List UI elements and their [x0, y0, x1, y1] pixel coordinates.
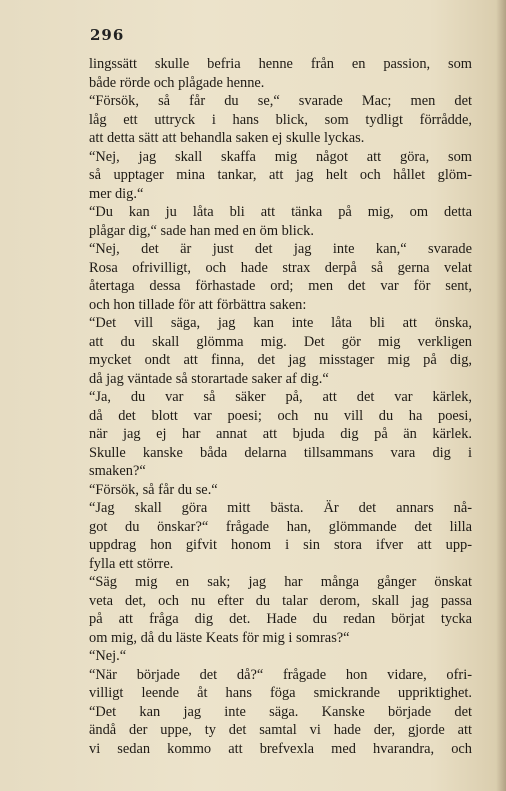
text-line: ändå der uppe, ty det samtal vi hade der, gjorde att	[89, 722, 472, 738]
text-line: “Försök, så får du se.“	[89, 481, 218, 498]
text-line: låg ett uttryck i hans blick, som tydligt förrådde,	[89, 111, 472, 128]
text-line: veta det, och nu efter du talar derom, skall jag passa	[89, 592, 472, 609]
body-text	[89, 55, 472, 758]
text-line: “Nej, jag skall skaffa mig något att göra, som	[89, 148, 472, 165]
text-line: och hon tillade för att förbättra saken:	[89, 296, 307, 313]
text-line: både rörde och plågade henne.	[89, 74, 265, 91]
text-line: “Nej.“	[89, 648, 127, 664]
page-number: 296	[90, 26, 125, 44]
text-line: på att fråga dig det. Hade du redan börjat tycka	[89, 611, 472, 627]
text-line: så upptager mina tankar, att jag helt och hållet glöm-	[89, 167, 472, 183]
text-line: om mig, då du läste Keats för mig i somras?“	[89, 629, 350, 646]
text-line: “Det vill säga, jag kan inte låta bli att önska,	[89, 315, 472, 331]
text-line: villigt leende åt hans föga smickrande uppriktighet.	[89, 685, 472, 701]
text-line: uppdrag hon gifvit honom i sin stora ifver att upp-	[89, 537, 472, 553]
text-line: “När började det då?“ frågade hon vidare, ofri-	[89, 666, 472, 683]
text-line: fylla ett större.	[89, 555, 174, 572]
text-line: “Säg mig en sak; jag har många gånger önskat	[89, 574, 472, 590]
text-line: plågar dig,“ sade han med en öm blick.	[89, 222, 314, 239]
text-line: “Försök, så får du se,“ svarade Mac; men det	[89, 93, 472, 109]
text-line: då jag väntade så storartade saker af dig.“	[89, 370, 329, 387]
text-line: “Du kan ju låta bli att tänka på mig, om detta	[89, 204, 472, 220]
text-line: då det blott var poesi; och nu vill du ha poesi,	[89, 407, 472, 424]
text-line: Skulle kanske båda delarna tillsammans vara dig i	[89, 444, 472, 461]
text-line: smaken?“	[89, 463, 146, 479]
page-edge-shadow	[496, 0, 506, 791]
text-line: mycket ondt att finna, det jag misstager mig på dig,	[89, 352, 472, 368]
text-line: “Nej, det är just det jag inte kan,“ svarade	[89, 241, 472, 257]
text-line: när jag ej har annat att bjuda dig på än kärlek.	[89, 426, 472, 442]
text-line: “Jag skall göra mitt bästa. Är det annars nå-	[89, 500, 472, 516]
text-line: att detta sätt att behandla saken ej skulle lyckas.	[89, 130, 365, 146]
text-line: Rosa ofrivilligt, och hade strax derpå så gerna velat	[89, 259, 472, 276]
text-line: “Ja, du var så säker på, att det var kärlek,	[89, 389, 472, 405]
text-line: mer dig.“	[89, 185, 144, 202]
text-line: vi sedan kommo att brefvexla med hvarandra, och	[89, 740, 472, 757]
text-line: got du önskar?“ frågade han, glömmande det lilla	[89, 518, 472, 535]
text-line: att du skall glömma mig. Det gör mig verkligen	[89, 333, 472, 350]
text-line: lingssätt skulle befria henne från en passion, som	[89, 56, 472, 72]
text-line: återtaga dessa förhastade ord; men det var för sent,	[89, 278, 472, 294]
text-line: “Det kan jag inte säga. Kanske började det	[89, 703, 472, 720]
